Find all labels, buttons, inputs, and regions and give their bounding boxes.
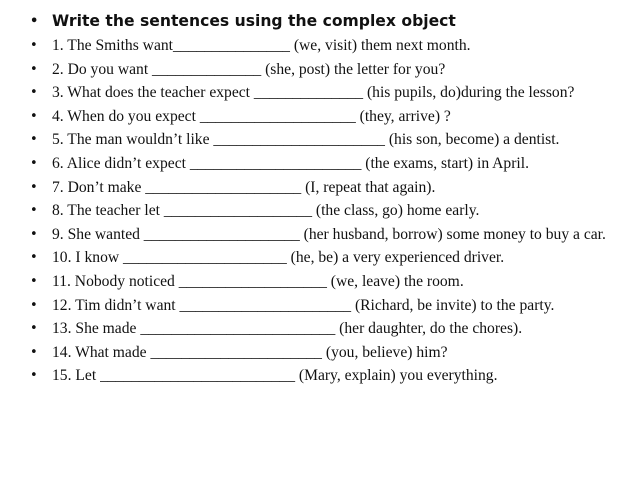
exercise-item-8 [30, 201, 616, 220]
bullet-icon: • [30, 179, 38, 195]
exercise-text: 14. What made ______________________ (you, believe) him? [52, 343, 448, 361]
exercise-text: 5. The man wouldn’t like ______________________ (his son, become) a dentist. [52, 131, 560, 149]
exercise-text: 3. What does the teacher expect ______________ (his pupils, do)during the lesson? [52, 84, 575, 102]
exercise-text: 13. She made _________________________ (her daughter, do the chores). [52, 320, 523, 338]
exercise-item-12 [30, 296, 616, 315]
exercise-item-11 [30, 272, 616, 291]
exercise-text: 8. The teacher let ___________________ (the class, go) home early. [52, 202, 480, 220]
bullet-icon: • [30, 132, 38, 148]
exercise-item-9 [30, 225, 616, 244]
exercise-text: 4. When do you expect ____________________ (they, arrive) ? [52, 107, 451, 125]
bullet-icon: • [30, 368, 38, 384]
exercise-text: 7. Don’t make ____________________ (I, repeat that again). [52, 178, 436, 196]
exercise-text: 6. Alice didn’t expect ______________________ (the exams, start) in April. [52, 154, 529, 172]
bullet-icon: • [30, 61, 38, 77]
bullet-icon: • [30, 108, 38, 124]
bullet-icon: • [30, 14, 39, 29]
exercise-item-14 [30, 343, 616, 362]
exercise-text: 10. I know _____________________ (he, be) a very experienced driver. [52, 249, 505, 267]
exercise-list [30, 12, 616, 385]
exercise-text: 9. She wanted ____________________ (her husband, borrow) some money to buy a car. [52, 225, 606, 243]
exercise-item-15 [30, 366, 616, 385]
bullet-icon: • [30, 297, 38, 313]
bullet-icon: • [30, 344, 38, 360]
exercise-item-7 [30, 178, 616, 197]
bullet-icon: • [30, 226, 38, 242]
exercise-item-3 [30, 83, 616, 102]
bullet-icon: • [30, 321, 38, 337]
exercise-item-6 [30, 154, 616, 173]
bullet-icon: • [30, 155, 38, 171]
exercise-text: 11. Nobody noticed ___________________ (we, leave) the room. [52, 272, 464, 290]
exercise-item-1 [30, 36, 616, 55]
worksheet-heading [30, 12, 616, 31]
bullet-icon: • [30, 273, 38, 289]
heading-text: Write the sentences using the complex object [52, 12, 456, 30]
exercise-item-4 [30, 107, 616, 126]
exercise-text: 2. Do you want ______________ (she, post) the letter for you? [52, 60, 446, 78]
exercise-text: 1. The Smiths want_______________ (we, visit) them next month. [52, 37, 471, 54]
exercise-item-2 [30, 60, 616, 79]
bullet-icon: • [30, 250, 38, 266]
exercise-item-13 [30, 319, 616, 338]
exercise-text: 12. Tim didn’t want ______________________ (Richard, be invite) to the party. [52, 296, 555, 314]
bullet-icon: • [30, 85, 38, 101]
exercise-item-10 [30, 248, 616, 267]
bullet-icon: • [30, 203, 38, 219]
exercise-item-5 [30, 130, 616, 149]
exercise-text: 15. Let _________________________ (Mary, explain) you everything. [52, 367, 498, 385]
bullet-icon: • [30, 38, 38, 53]
